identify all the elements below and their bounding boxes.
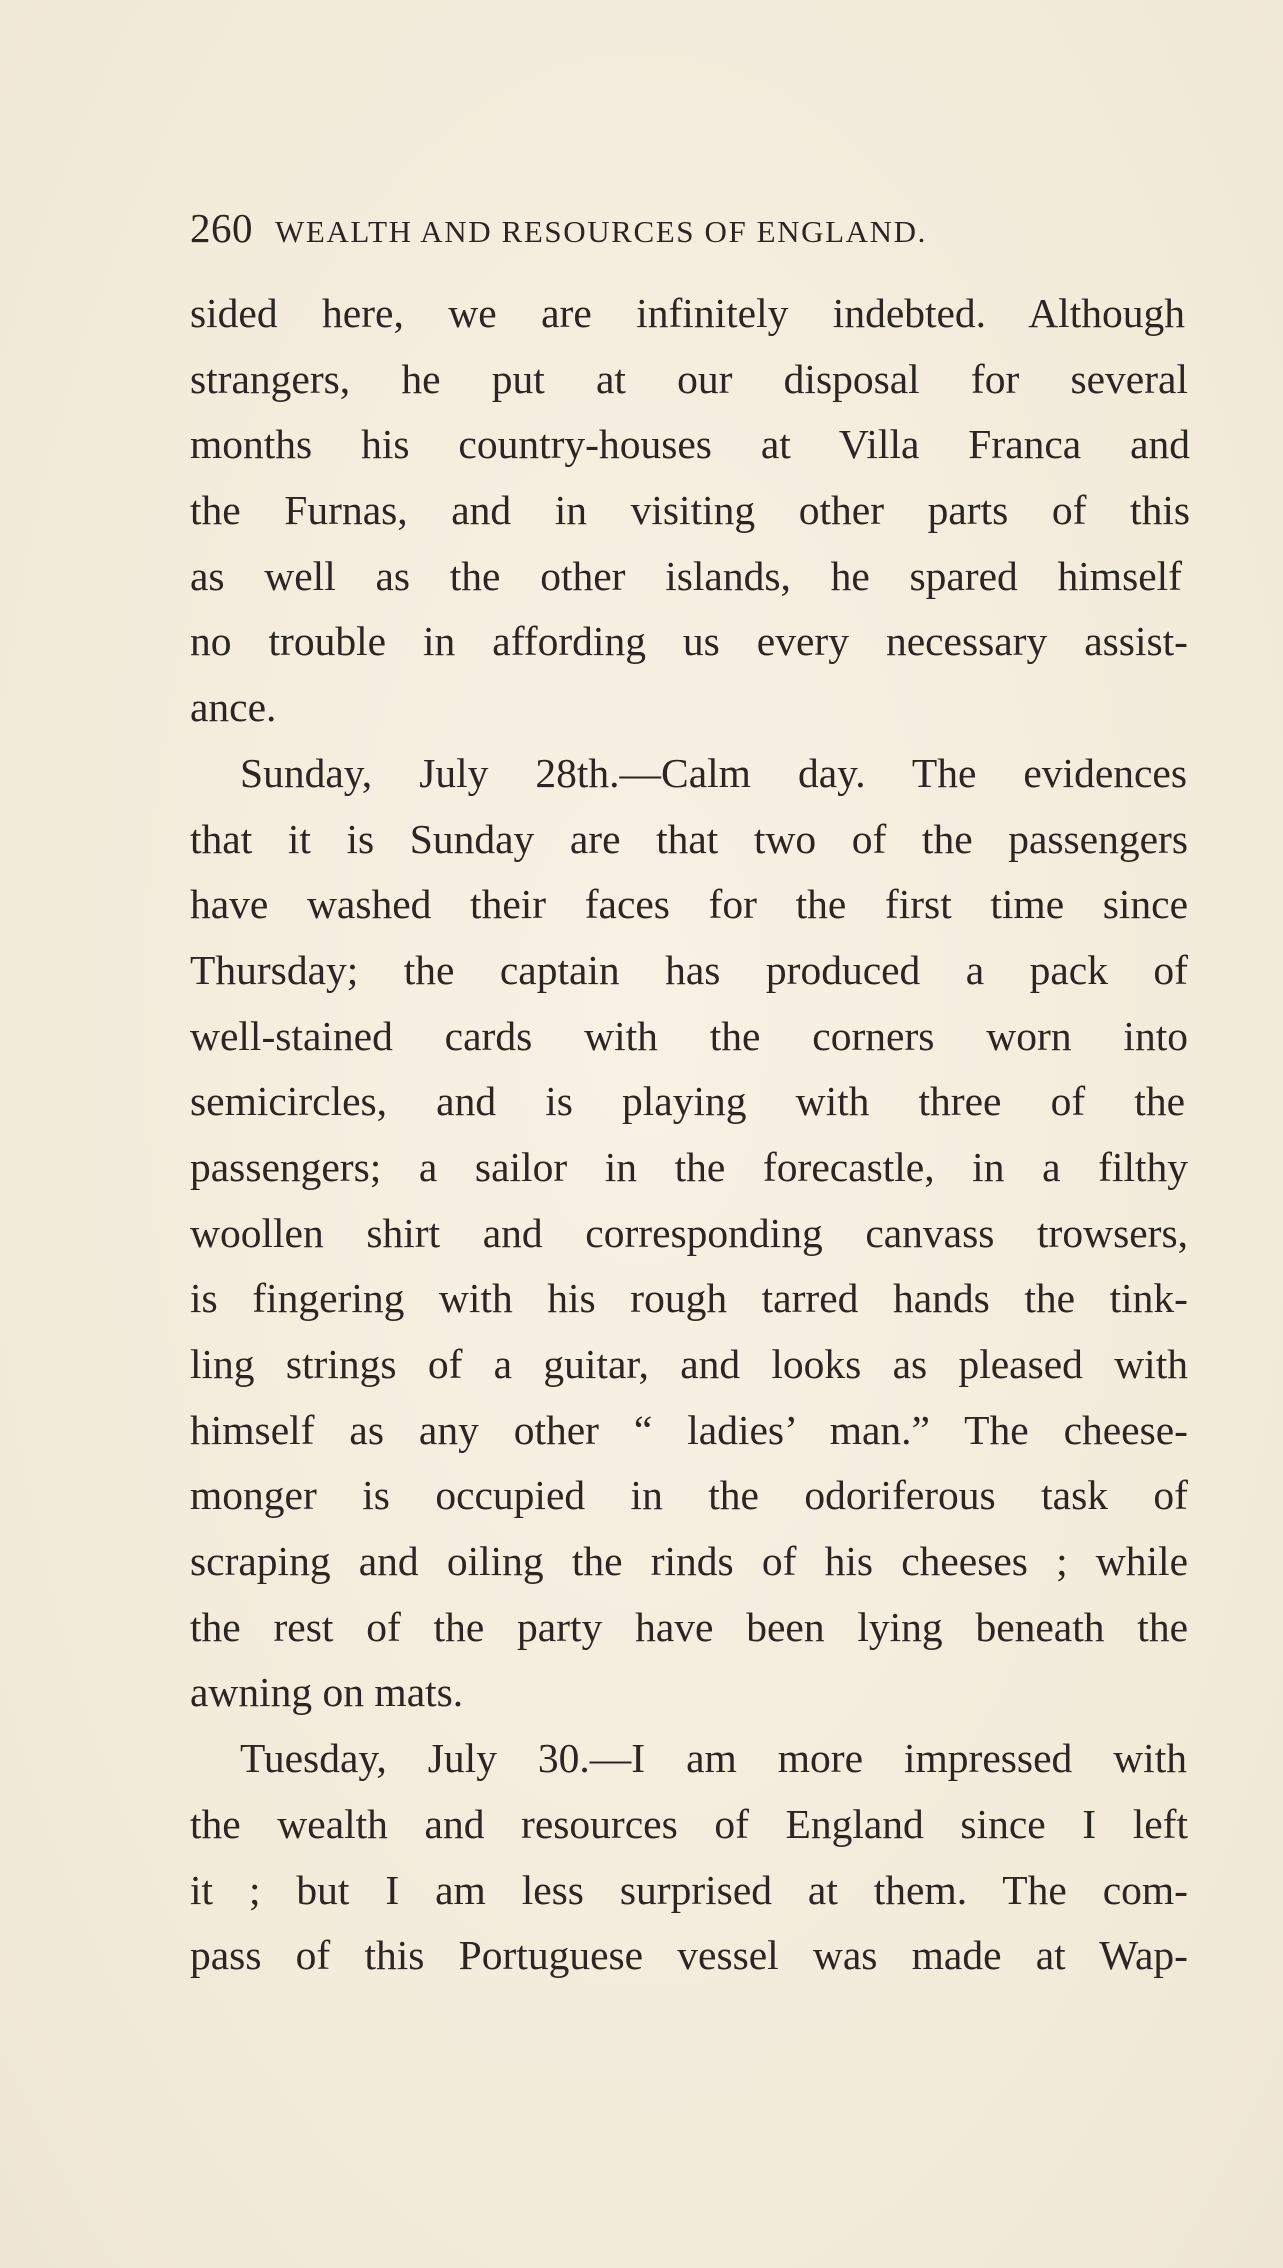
- text-line: awning on mats.: [190, 1669, 464, 1716]
- text-line: it ; but I am less surprised at them. The com-: [190, 1866, 1188, 1913]
- paragraph-start-line: Sunday, July 28th.—Calm day. The evidences: [240, 749, 1187, 796]
- text-line: the wealth and resources of England since I left: [190, 1800, 1188, 1847]
- text-line: ance.: [190, 684, 277, 731]
- text-line: pass of this Portuguese vessel was made at Wap-: [190, 1932, 1188, 1979]
- text-line: woollen shirt and corresponding canvass trowsers,: [190, 1209, 1188, 1256]
- text-line: the rest of the party have been lying beneath the: [190, 1603, 1188, 1650]
- text-line: Thursday; the captain has produced a pack of: [190, 946, 1188, 993]
- text-line: months his country-houses at Villa Franca and: [190, 421, 1190, 468]
- text-line: ling strings of a guitar, and looks as pleased with: [190, 1341, 1188, 1387]
- running-title: WEALTH AND RESOURCES OF ENGLAND.: [275, 214, 927, 249]
- page-number: 260: [190, 205, 253, 251]
- text-line: that it is Sunday are that two of the passengers: [190, 815, 1188, 862]
- text-line: as well as the other islands, he spared himself: [190, 552, 1182, 599]
- text-line: monger is occupied in the odoriferous task of: [190, 1472, 1188, 1519]
- paragraph-start-line: Tuesday, July 30.—I am more impressed with: [240, 1735, 1187, 1782]
- text-line: the Furnas, and in visiting other parts of this: [190, 487, 1190, 534]
- text-line: passengers; a sailor in the forecastle, in a filthy: [190, 1143, 1188, 1190]
- text-line: strangers, he put at our disposal for several: [190, 355, 1188, 402]
- text-line: well-stained cards with the corners worn into: [190, 1012, 1188, 1059]
- text-line: semicircles, and is playing with three of the: [190, 1078, 1185, 1125]
- text-line: no trouble in affording us every necessary assist-: [190, 618, 1188, 665]
- body-text: [190, 281, 1190, 1989]
- text-line: have washed their faces for the first time since: [190, 881, 1188, 928]
- text-line: scraping and oiling the rinds of his cheeses ; while: [190, 1538, 1188, 1585]
- running-head: [190, 204, 1090, 254]
- text-line: is fingering with his rough tarred hands the tink-: [190, 1275, 1188, 1322]
- text-line: himself as any other “ ladies’ man.” The cheese-: [190, 1406, 1188, 1453]
- text-line: sided here, we are infinitely indebted. Although: [190, 290, 1185, 336]
